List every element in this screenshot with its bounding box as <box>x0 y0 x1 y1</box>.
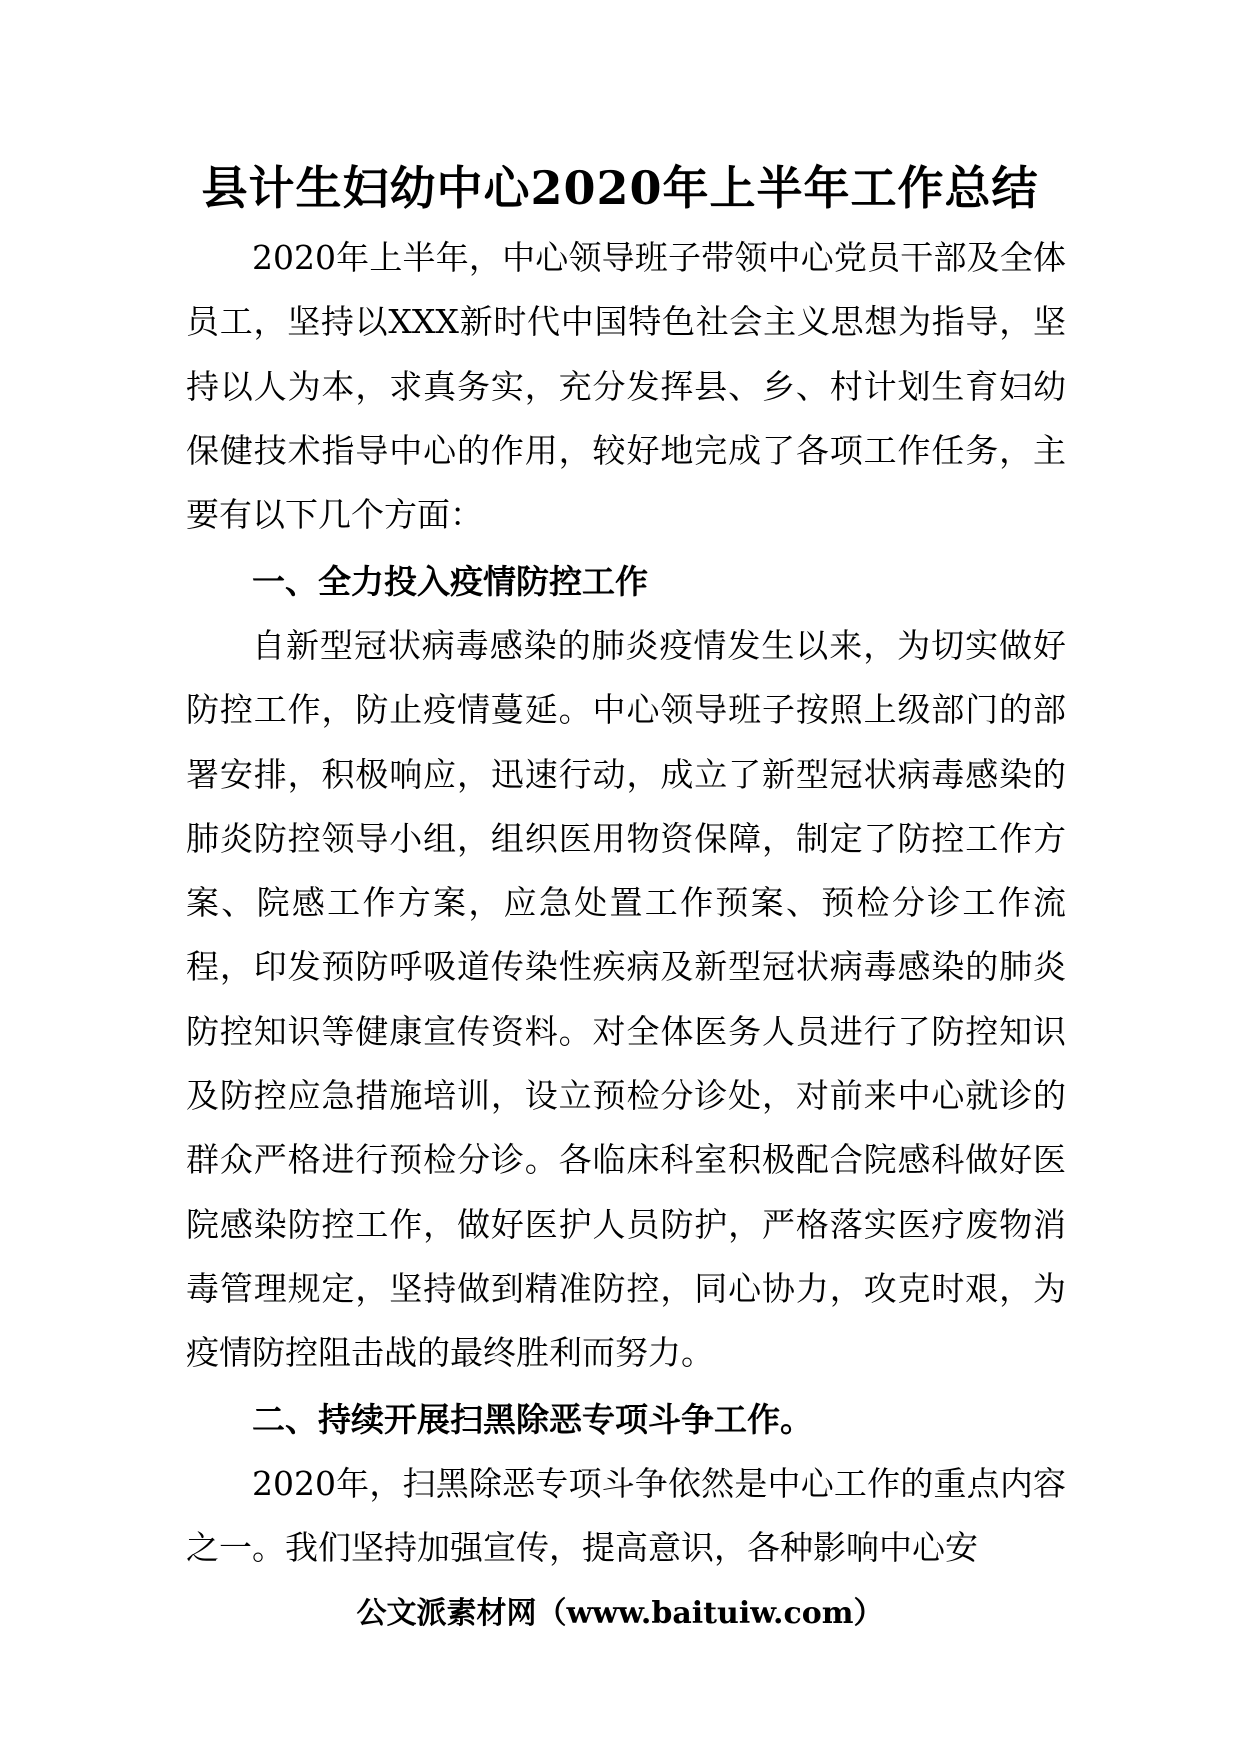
footer-watermark: 公文派素材网（www.baituiw.com） <box>356 1596 884 1631</box>
section-1-paragraph: 自新型冠状病毒感染的肺炎疫情发生以来，为切实做好防控工作，防止疫情蔓延。中心领导班子按照上级部门的部署安排，积极响应，迅速行动，成立了新型冠状病毒感染的肺炎防控领导小组，组织医用物资保障，制定了防控工作方案、院感工作方案，应急处置工作预案、预检分诊工作流程，印发预防呼吸道传染性疾病及新型冠状病毒感染的肺炎防控知识等健康宣传资料。对全体医务人员进行了防控知识及防控应急措施培训，设立预检分诊处，对前来中心就诊的群众严格进行预检分诊。各临床科室积极配合院感科做好医院感染防控工作，做好医护人员防护，严格落实医疗废物消毒管理规定，坚持做到精准防控，同心协力，攻克时艰，为疫情防控阻击战的最终胜利而努力。 <box>186 626 1066 1373</box>
section-2-paragraph: 2020年，扫黑除恶专项斗争依然是中心工作的重点内容之一。我们坚持加强宣传，提高意识，各种影响中心安 <box>186 1464 1066 1568</box>
document-title: 县计生妇幼中心2020年上半年工作总结 <box>201 161 1039 215</box>
section-heading-2: 二、持续开展扫黑除恶专项斗争工作。 <box>252 1400 813 1439</box>
intro-paragraph: 2020年上半年，中心领导班子带领中心党员干部及全体员工，坚持以XXX新时代中国特色社会主义思想为指导，坚持以人为本，求真务实，充分发挥县、乡、村计划生育妇幼保健技术指导中心的作用，较好地完成了各项工作任务，主要有以下几个方面： <box>186 238 1066 535</box>
section-heading-1: 一、全力投入疫情防控工作 <box>252 562 648 601</box>
